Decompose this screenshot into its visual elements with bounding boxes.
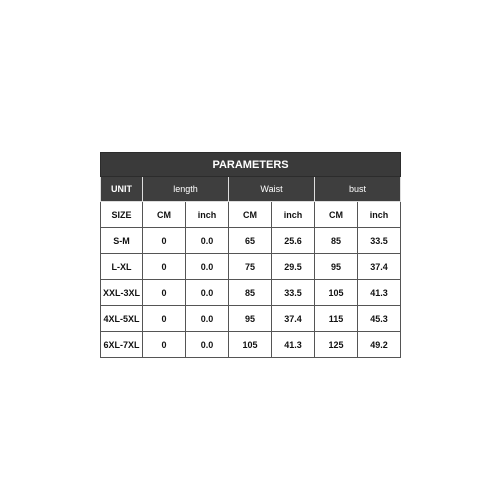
size-cell: L-XL [101,254,143,280]
table-cell: 95 [315,254,358,280]
table-cell: 115 [315,306,358,332]
table-cell: 45.3 [358,306,401,332]
table-cell: 37.4 [272,306,315,332]
subheader-cell: inch [186,202,229,228]
table-cell: 0.0 [186,254,229,280]
size-cell: XXL-3XL [101,280,143,306]
table-cell: 41.3 [272,332,315,358]
table-cell: 37.4 [358,254,401,280]
group-bust: bust [315,177,401,202]
table-cell: 85 [229,280,272,306]
table-cell: 75 [229,254,272,280]
table-cell: 41.3 [358,280,401,306]
table-cell: 95 [229,306,272,332]
table-cell: 0.0 [186,332,229,358]
table-cell: 25.6 [272,228,315,254]
table-cell: 0 [143,228,186,254]
table-cell: 29.5 [272,254,315,280]
subheader-cell: inch [272,202,315,228]
table-cell: 0 [143,254,186,280]
size-cell: 4XL-5XL [101,306,143,332]
size-chart [100,152,400,358]
subheader-cell: CM [315,202,358,228]
table-cell: 0 [143,280,186,306]
size-label: SIZE [101,202,143,228]
table-cell: 0 [143,306,186,332]
subheader-cell: CM [143,202,186,228]
table-cell: 33.5 [272,280,315,306]
subheader-cell: CM [229,202,272,228]
table-cell: 105 [229,332,272,358]
table-cell: 0.0 [186,228,229,254]
unit-row [101,177,401,202]
size-cell: S-M [101,228,143,254]
subheader-row [101,202,401,228]
group-waist: Waist [229,177,315,202]
table-title: PARAMETERS [101,153,401,177]
group-length: length [143,177,229,202]
table-cell: 33.5 [358,228,401,254]
table-row [101,332,401,358]
table-row [101,306,401,332]
table-cell: 85 [315,228,358,254]
table-cell: 49.2 [358,332,401,358]
unit-label: UNIT [101,177,143,202]
table-cell: 0 [143,332,186,358]
parameters-table [100,152,401,358]
table-row [101,228,401,254]
table-cell: 105 [315,280,358,306]
subheader-cell: inch [358,202,401,228]
table-cell: 0.0 [186,280,229,306]
table-cell: 65 [229,228,272,254]
title-row [101,153,401,177]
table-row [101,254,401,280]
table-cell: 0.0 [186,306,229,332]
size-cell: 6XL-7XL [101,332,143,358]
table-row [101,280,401,306]
table-cell: 125 [315,332,358,358]
